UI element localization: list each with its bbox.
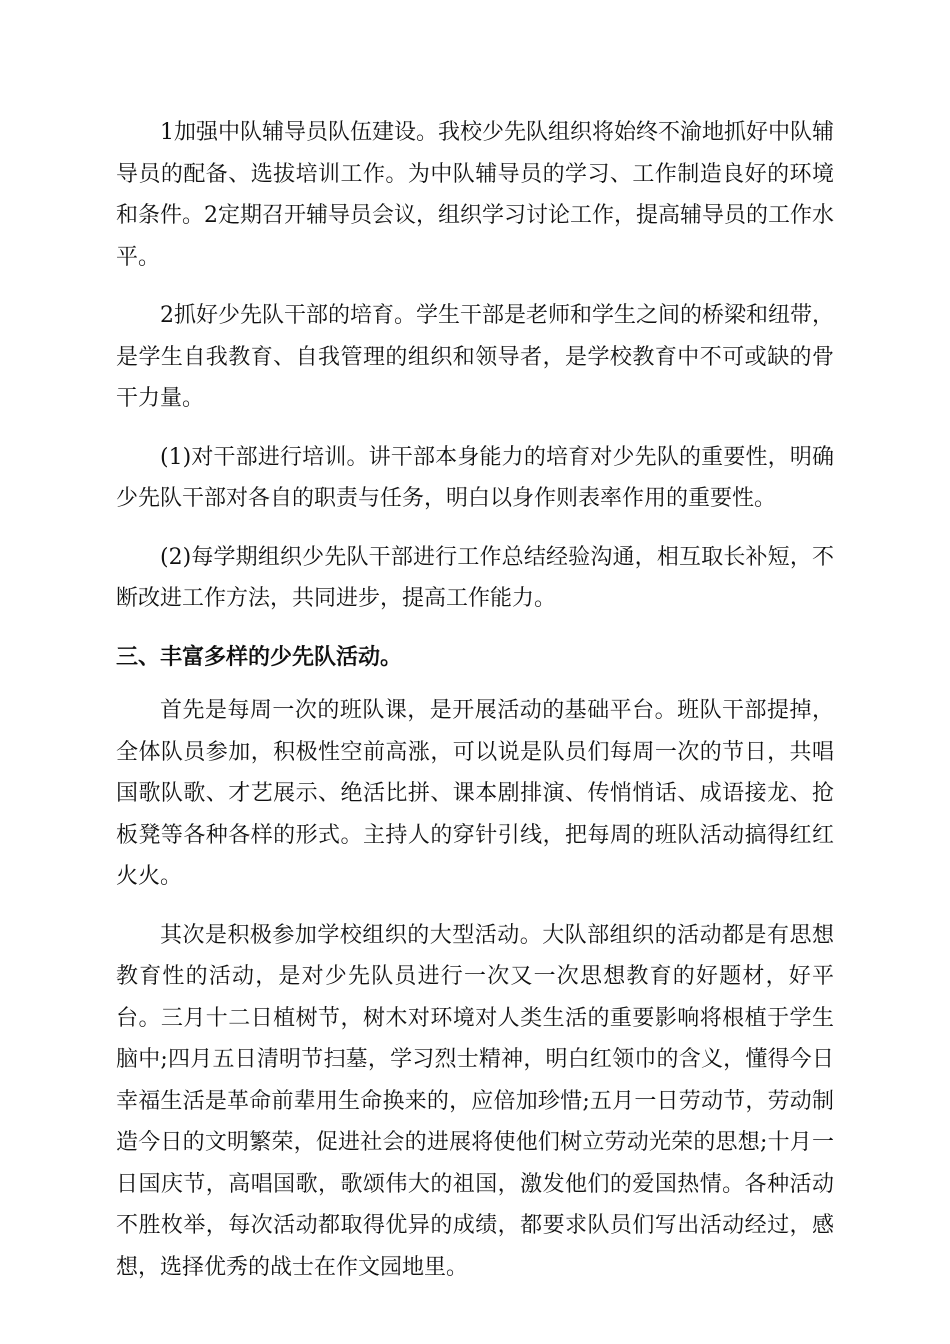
paragraph-counselor-team: 1加强中队辅导员队伍建设。我校少先队组织将始终不渝地抓好中队辅导员的配备、选拔培训工作。为中队辅导员的学习、工作制造良好的环境和条件。2定期召开辅导员会议，组织学习讨论工作，提高辅导员的工作水平。 (116, 120, 834, 270)
paragraph-cadre-training-1: (1)对干部进行培训。讲干部本身能力的培育对少先队的重要性，明确少先队干部对各自的职责与任务，明白以身作则表率作用的重要性。 (116, 444, 834, 511)
paragraph-cadre-training: 2抓好少先队干部的培育。学生干部是老师和学生之间的桥梁和纽带，是学生自我教育、自我管理的组织和领导者，是学校教育中不可或缺的骨干力量。 (116, 303, 834, 411)
paragraph-school-activities: 其次是积极参加学校组织的大型活动。大队部组织的活动都是有思想教育性的活动，是对少先队员进行一次又一次思想教育的好题材，好平台。三月十二日植树节，树木对环境对人类生活的重要影响将根植于学生脑中;四月五日清明节扫墓，学习烈士精神，明白红领巾的含义，懂得今日幸福生活是革命前辈用生命换来的，应倍加珍惜;五月一日劳动节，劳动制造今日的文明繁荣，促进社会的进展将使他们树立劳动光荣的思想;十月一日国庆节，高唱国歌，歌颂伟大的祖国，激发他们的爱国热情。各种活动不胜枚举，每次活动都取得优异的成绩，都要求队员们写出活动经过，感想，选择优秀的战士在作文园地里。 (116, 922, 834, 1280)
paragraph-class-activities: 首先是每周一次的班队课，是开展活动的基础平台。班队干部提掉，全体队员参加，积极性空前高涨，可以说是队员们每周一次的节日，共唱国歌队歌、才艺展示、绝活比拼、课本剧排演、传悄悄话、成语接龙、抢板凳等各种各样的形式。主持人的穿针引线，把每周的班队活动搞得红红火火。 (116, 698, 834, 889)
section-heading: 三、丰富多样的少先队活动。 (116, 644, 403, 670)
document-body (116, 112, 834, 1305)
paragraph-cadre-training-2: (2)每学期组织少先队干部进行工作总结经验沟通，相互取长补短，不断改进工作方法，共同进步，提高工作能力。 (116, 544, 834, 611)
